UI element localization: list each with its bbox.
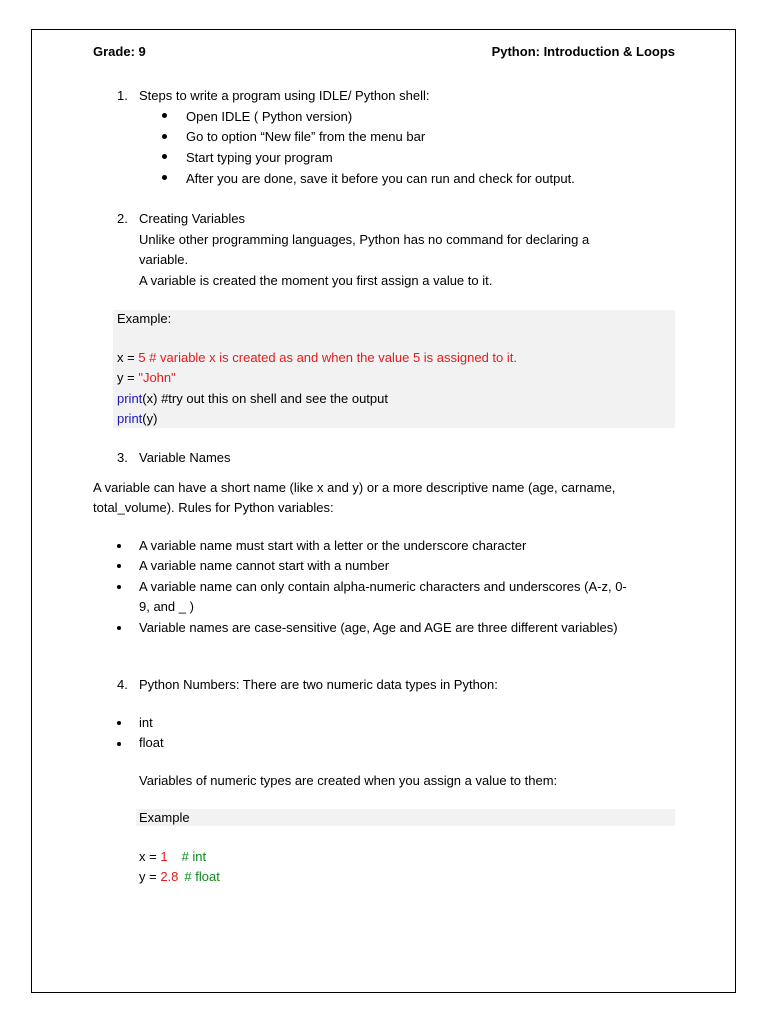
code-text: 2.8 [160,869,179,884]
section3-title: Variable Names [139,450,231,465]
grade-label: Grade: 9 [93,44,146,59]
example-label: Example [139,810,190,825]
code-text: 5 # variable x is created as and when the value 5 is assigned to it. [138,350,517,365]
example-label: Example: [117,311,172,326]
bullet-icon [117,721,121,725]
section1-bullet: Open IDLE ( Python version) [186,109,353,124]
subject-title: Python: Introduction & Loops [491,44,675,59]
bullet-icon [117,742,121,746]
section1-bullet: Start typing your program [186,150,333,165]
example-code-block [113,310,675,428]
section3-intro: A variable can have a short name (like x and y) or a more descriptive name (age, carname, [93,480,616,495]
code-line-1 [117,349,517,367]
bullet-icon [162,175,167,180]
code-text: 1 [160,849,168,864]
section2-text: variable. [139,252,189,267]
section1-title: Steps to write a program using IDLE/ Python shell: [139,88,430,103]
section2-text: Unlike other programming languages, Python has no command for declaring a [139,232,590,247]
code-keyword: print [117,411,143,426]
code-text: y = [139,869,161,884]
code-text: x = [117,350,139,365]
code-comment: # int [181,849,207,864]
section2-text: A variable is created the moment you first assign a value to it. [139,273,493,288]
code-text: (y) [142,411,158,426]
code-line-3 [117,390,388,408]
code-text: y = [117,370,139,385]
type-item: int [139,715,153,730]
section1-bullet: Go to option “New file” from the menu bar [186,129,426,144]
code-line-1 [139,848,206,866]
rule-item-continued: 9, and _ ) [139,599,194,614]
bullet-icon [117,544,121,548]
rule-item: Variable names are case-sensitive (age, Age and AGE are three different variables) [139,620,618,635]
example-header-bar [136,809,675,826]
bullet-icon [117,564,121,568]
bullet-icon [117,626,121,630]
bullet-icon [117,585,121,589]
section4-note: Variables of numeric types are created when you assign a value to them: [139,773,558,788]
section2-title: Creating Variables [139,211,245,226]
section3-number: 3. [117,450,128,465]
rule-item: A variable name can only contain alpha-numeric characters and underscores (A-z, 0- [139,579,627,594]
section3-intro: total_volume). Rules for Python variables: [93,500,334,515]
bullet-icon [162,113,167,118]
bullet-icon [162,154,167,159]
code-comment: # float [184,869,220,884]
code-line-2 [117,369,176,387]
type-item: float [139,735,164,750]
section1-number: 1. [117,88,128,103]
section2-number: 2. [117,211,128,226]
section4-title: Python Numbers: There are two numeric data types in Python: [139,677,498,692]
rule-item: A variable name cannot start with a number [139,558,390,573]
code-keyword: print [117,391,143,406]
code-line-2 [139,868,220,886]
code-text: "John" [138,370,176,385]
code-text: (x) #try out this on shell and see the output [142,391,388,406]
code-line-4 [117,410,157,428]
section1-bullet: After you are done, save it before you can run and check for output. [186,171,575,186]
section4-number: 4. [117,677,128,692]
bullet-icon [162,134,167,139]
rule-item: A variable name must start with a letter or the underscore character [139,538,527,553]
code-text: x = [139,849,161,864]
